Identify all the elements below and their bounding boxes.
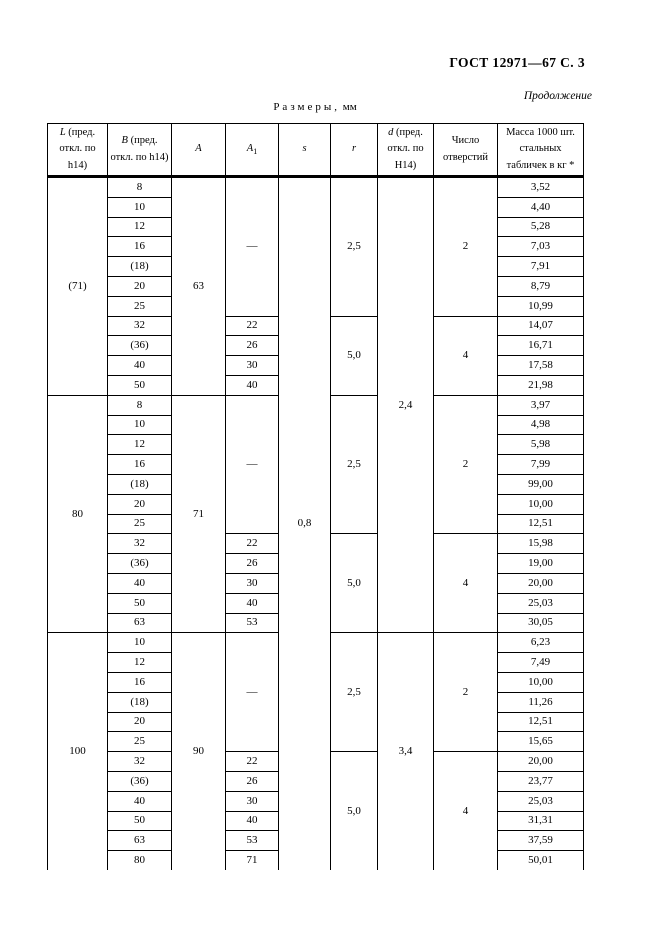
- cell-b: (36): [108, 336, 172, 356]
- cell-l: 100: [48, 633, 108, 870]
- cell-mass: 21,98: [498, 375, 584, 395]
- cell-l: 80: [48, 395, 108, 633]
- cell-b: (36): [108, 771, 172, 791]
- cell-mass: 4,40: [498, 197, 584, 217]
- cell-a1: 30: [226, 356, 279, 376]
- cell-holes: 2: [434, 633, 498, 752]
- cell-b: 25: [108, 296, 172, 316]
- header-mass: Масса 1000 шт. стальных табличек в кг *: [498, 124, 584, 177]
- cell-a1: 40: [226, 375, 279, 395]
- cell-mass: 23,77: [498, 771, 584, 791]
- cell-b: 32: [108, 316, 172, 336]
- cell-mass: 12,51: [498, 514, 584, 534]
- header-row: [48, 124, 584, 177]
- cell-mass: 7,91: [498, 257, 584, 277]
- cell-b: 20: [108, 276, 172, 296]
- cell-b: 40: [108, 356, 172, 376]
- cell-b: 20: [108, 494, 172, 514]
- cell-mass: 19,00: [498, 554, 584, 574]
- cell-holes: 2: [434, 395, 498, 534]
- cell-b: 8: [108, 177, 172, 198]
- cell-b: 32: [108, 534, 172, 554]
- cell-holes: 4: [434, 534, 498, 633]
- cell-b: 40: [108, 573, 172, 593]
- cell-b: 10: [108, 415, 172, 435]
- cell-a1: 30: [226, 573, 279, 593]
- cell-l: (71): [48, 177, 108, 396]
- cell-r: 5,0: [331, 534, 378, 633]
- cell-r: 2,5: [331, 633, 378, 752]
- cell-mass: 7,03: [498, 237, 584, 257]
- header-d: d (пред. откл. по Н14): [378, 124, 434, 177]
- header-b: B (пред. откл. по h14): [108, 124, 172, 177]
- size-caption: [47, 101, 583, 113]
- cell-b: 50: [108, 375, 172, 395]
- doc-reference: ГОСТ 12971—67 С. 3: [449, 55, 585, 70]
- cell-a: 63: [172, 177, 226, 396]
- cell-mass: 31,31: [498, 811, 584, 831]
- cell-mass: 10,00: [498, 672, 584, 692]
- cell-mass: 6,23: [498, 633, 584, 653]
- cell-a1: 22: [226, 534, 279, 554]
- cell-mass: 99,00: [498, 474, 584, 494]
- dimensions-table: [47, 123, 584, 870]
- cell-a1: 22: [226, 316, 279, 336]
- cell-r: 5,0: [331, 752, 378, 870]
- cell-b: 40: [108, 791, 172, 811]
- cell-b: 16: [108, 237, 172, 257]
- header-l: L (пред. откл. по h14): [48, 124, 108, 177]
- cell-d: 2,4: [378, 177, 434, 633]
- cell-mass: 20,00: [498, 573, 584, 593]
- cell-b: 32: [108, 752, 172, 772]
- header-s: s: [279, 124, 331, 177]
- cell-mass: 7,49: [498, 653, 584, 673]
- cell-mass: 17,58: [498, 356, 584, 376]
- cell-mass: 15,65: [498, 732, 584, 752]
- cell-a1: 26: [226, 554, 279, 574]
- header-a: A: [172, 124, 226, 177]
- cell-r: 2,5: [331, 395, 378, 534]
- cell-mass: 25,03: [498, 791, 584, 811]
- cell-b: 16: [108, 455, 172, 475]
- cell-mass: 10,99: [498, 296, 584, 316]
- cell-mass: 3,97: [498, 395, 584, 415]
- cell-mass: 4,98: [498, 415, 584, 435]
- cell-holes: 4: [434, 752, 498, 870]
- cell-r: 5,0: [331, 316, 378, 395]
- cell-mass: 50,01: [498, 851, 584, 870]
- cell-mass: 5,98: [498, 435, 584, 455]
- cell-mass: 5,28: [498, 217, 584, 237]
- cell-b: 63: [108, 831, 172, 851]
- header-holes: Число отверстий: [434, 124, 498, 177]
- cell-mass: 37,59: [498, 831, 584, 851]
- cell-a1: —: [226, 177, 279, 317]
- size-caption-word: Размеры,: [273, 101, 340, 113]
- cell-b: 80: [108, 851, 172, 870]
- table-body: [48, 177, 584, 870]
- cell-b: (18): [108, 257, 172, 277]
- cell-a1: 22: [226, 752, 279, 772]
- cell-r: 2,5: [331, 177, 378, 317]
- cell-a1: 26: [226, 336, 279, 356]
- cell-mass: 8,79: [498, 276, 584, 296]
- cell-a1: —: [226, 395, 279, 534]
- cell-b: 12: [108, 217, 172, 237]
- cell-mass: 25,03: [498, 593, 584, 613]
- cell-holes: 4: [434, 316, 498, 395]
- cell-mass: 20,00: [498, 752, 584, 772]
- cell-b: 20: [108, 712, 172, 732]
- cell-a1: 53: [226, 831, 279, 851]
- cell-mass: 11,26: [498, 692, 584, 712]
- cell-d: 3,4: [378, 633, 434, 870]
- cell-b: 16: [108, 672, 172, 692]
- cell-mass: 15,98: [498, 534, 584, 554]
- cell-a1: 40: [226, 593, 279, 613]
- cell-a1: 71: [226, 851, 279, 870]
- cell-b: 25: [108, 514, 172, 534]
- cell-a1: 30: [226, 791, 279, 811]
- cell-b: 50: [108, 593, 172, 613]
- table-row: [48, 177, 584, 198]
- cell-b: 10: [108, 633, 172, 653]
- cell-mass: 7,99: [498, 455, 584, 475]
- cell-mass: 14,07: [498, 316, 584, 336]
- cell-b: 25: [108, 732, 172, 752]
- continuation-label: Продолжение: [523, 90, 592, 102]
- cell-b: (36): [108, 554, 172, 574]
- cell-a1: —: [226, 633, 279, 752]
- header-a1: $A_1$: [226, 124, 279, 177]
- cell-a1: 40: [226, 811, 279, 831]
- cell-b: (18): [108, 692, 172, 712]
- table-head: [48, 124, 584, 177]
- cell-b: 12: [108, 653, 172, 673]
- cell-b: 50: [108, 811, 172, 831]
- header-r: r: [331, 124, 378, 177]
- cell-mass: 10,00: [498, 494, 584, 514]
- cell-b: 63: [108, 613, 172, 633]
- cell-a: 71: [172, 395, 226, 633]
- cell-mass: 12,51: [498, 712, 584, 732]
- cell-a1: 53: [226, 613, 279, 633]
- cell-holes: 2: [434, 177, 498, 317]
- cell-s: 0,8: [279, 177, 331, 870]
- cell-b: 12: [108, 435, 172, 455]
- cell-b: 8: [108, 395, 172, 415]
- size-caption-unit: мм: [342, 101, 357, 113]
- cell-b: 10: [108, 197, 172, 217]
- cell-mass: 3,52: [498, 177, 584, 198]
- cell-a1: 26: [226, 771, 279, 791]
- cell-a: 90: [172, 633, 226, 870]
- cell-mass: 16,71: [498, 336, 584, 356]
- cell-mass: 30,05: [498, 613, 584, 633]
- cell-b: (18): [108, 474, 172, 494]
